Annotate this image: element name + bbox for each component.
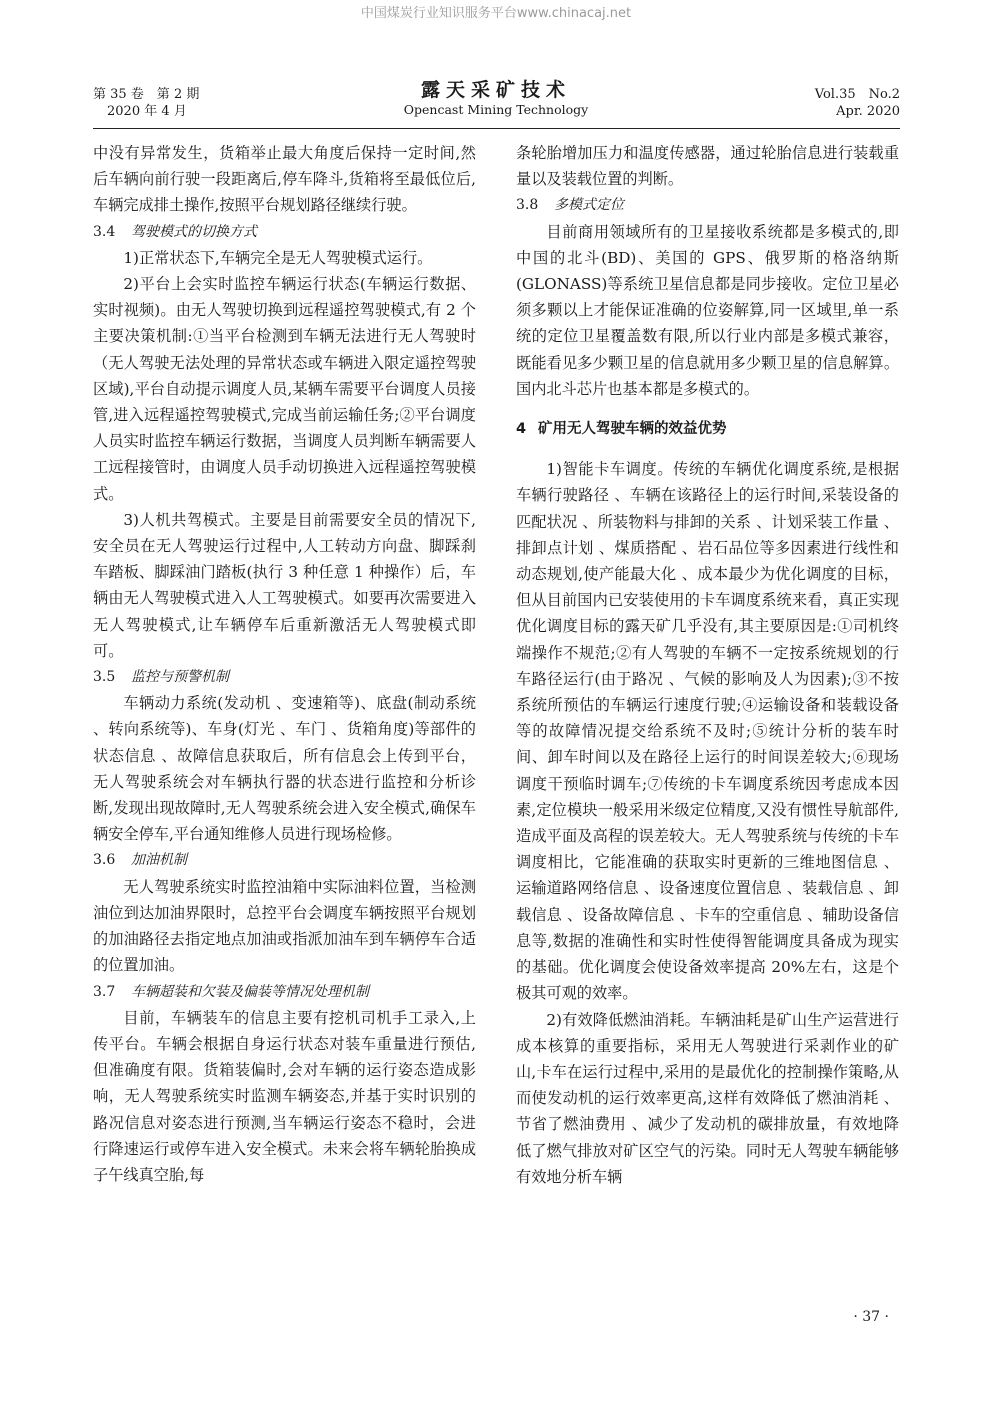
header-volume: 第 35 卷 第 2 期 [93, 87, 200, 102]
right-column [516, 140, 899, 1190]
header-date-en: Apr. 2020 [836, 104, 900, 119]
header-date: 2020 年 4 月 [107, 104, 187, 119]
section-heading-3-8 [516, 192, 899, 218]
header-vol-en-block [815, 86, 900, 120]
header-journal-block [346, 78, 646, 118]
left-column [93, 140, 476, 1188]
section-heading-4 [516, 416, 899, 442]
section-number: 4 [516, 421, 527, 438]
section-title: 驾驶模式的切换方式 [131, 223, 257, 240]
paragraph: 2)平台上会实时监控车辆运行状态(车辆运行数据、实时视频)。由无人驾驶切换到远程遥控驾驶模式,有 2 个主要决策机制:①当平台检测到车辆无法进行无人驾驶时（无人驾驶无法处理的异常状态或车辆进入限定遥控驾驶区域),平台自动提示调度人员,某辆车需要平台调度人员接管,进入远程遥控驾驶模式,完成当前运输任务;②平台调度人员实时监控车辆运行数据，当调度人员判断车辆需要人工远程接管时，由调度人员手动切换进入远程遥控驾驶模式。 [93, 275, 476, 503]
journal-title-en: Opencast Mining Technology [403, 102, 589, 117]
header-rule [93, 128, 900, 129]
section-title: 监控与预警机制 [131, 669, 229, 686]
paragraph: 目前，车辆装车的信息主要有挖机司机手工录入,上传平台。车辆会根据自身运行状态对装车重量进行预估,但准确度有限。货箱装偏时,会对车辆的运行姿态造成影响，无人驾驶系统实时监测车辆姿态,并基于实时识别的路况信息对姿态进行预测,当车辆运行姿态不稳时，会进行降速运行或停车进入安全模式。未来会将车辆轮胎换成子午线真空胎,每 [93, 1008, 476, 1184]
paragraph: 无人驾驶系统实时监控油箱中实际油料位置，当检测油位到达加油界限时，总控平台会调度车辆按照平台规划的加油路径去指定地点加油或指派加油车到车辆停车合适的位置加油。 [93, 877, 476, 975]
section-heading-3-5 [93, 664, 476, 690]
section-heading-3-7 [93, 979, 476, 1005]
section-title: 车辆超装和欠装及偏装等情况处理机制 [131, 983, 369, 1000]
paragraph: 2)有效降低燃油消耗。车辆油耗是矿山生产运营进行成本核算的重要指标，采用无人驾驶进行采剥作业的矿山,卡车在运行过程中,采用的是最优化的控制操作策略,从而使发动机的运行效率更高,这样有效降低了燃油消耗 、节省了燃油费用 、减少了发动机的碳排放量，有效地降低了燃气排放对矿区空气的污染。同时无人驾驶车辆能够有效地分析车辆 [516, 1010, 899, 1186]
section-heading-3-4 [93, 219, 476, 245]
paragraph: 1)智能卡车调度。传统的车辆优化调度系统,是根据车辆行驶路径 、车辆在该路径上的运行时间,采装设备的匹配状况 、所装物料与排卸的关系 、计划采装工作量 、排卸点计划 、煤质搭配 、岩石品位等多因素进行线性和动态规划,使产能最大化 、成本最少为优化调度的目标，但从目前国内已安装使用的卡车调度系统来看，真正实现优化调度目标的露天矿几乎没有,其主要原因是:①司机终端操作不规范;②有人驾驶的车辆不一定按系统规划的行车路径运行(由于路况 、气候的影响及人为因素);③不按系统所预估的车辆运行速度行驶;④运输设备和装载设备等的故障情况提交给系统不及时;⑤统计分析的装车时间、卸车时间以及在路径上运行的时间误差较大;⑥现场调度干预临时调车;⑦传统的卡车调度系统因考虑成本因素,定位模块一般采用米级定位精度,又没有惯性导航部件,造成平面及高程的误差较大。无人驾驶系统与传统的卡车调度相比，它能准确的获取实时更新的三维地图信息 、运输道路网络信息 、设备速度位置信息 、装载信息 、卸载信息 、设备故障信息 、卡车的空重信息 、辅助设备信息等,数据的准确性和实时性使得智能调度具备成为现实的基础。优化调度会使设备效率提高 20%左右，这是个极其可观的效率。 [516, 460, 899, 1003]
paragraph: 目前商用领域所有的卫星接收系统都是多模式的,即中国的北斗(BD)、美国的 GPS、俄罗斯的格洛纳斯(GLONASS)等系统卫星信息都是同步接收。定位卫星必须多颗以上才能保证准确的位姿解算,同一区域里,单一系统的定位卫星覆盖数有限,所以行业内部是多模式兼容，既能看见多少颗卫星的信息就用多少颗卫星的信息解算。国内北斗芯片也基本都是多模式的。 [516, 222, 899, 398]
journal-title-cn: 露天采矿技术 [420, 79, 571, 101]
paragraph: 3)人机共驾模式。主要是目前需要安全员的情况下,安全员在无人驾驶运行过程中,人工转动方向盘、脚踩刹车踏板、脚踩油门踏板(执行 3 种任意 1 种操作）后，车辆由无人驾驶模式进入人工驾驶模式。如要再次需要进入无人驾驶模式,让车辆停车后重新激活无人驾驶模式即可。 [93, 510, 476, 660]
paragraph: 车辆动力系统(发动机 、变速箱等)、底盘(制动系统 、转向系统等)、车身(灯光 、车门 、货箱角度)等部件的状态信息 、故障信息获取后，所有信息会上传到平台，无人驾驶系统会对车辆执行器的状态进行监控和分析诊断,发现出现故障时,无人驾驶系统会进入安全模式,确保车辆安全停车,平台通知维修人员进行现场检修。 [93, 694, 476, 844]
page-number: · 37 · [853, 1309, 889, 1325]
paragraph: 条轮胎增加压力和温度传感器，通过轮胎信息进行装载重量以及装载位置的判断。 [516, 144, 899, 189]
section-number: 3.4 [93, 223, 116, 240]
section-title: 多模式定位 [554, 197, 624, 214]
section-number: 3.8 [516, 197, 539, 214]
watermark: 中国煤炭行业知识服务平台www.chinacaj.net [360, 6, 632, 21]
section-title: 加油机制 [131, 852, 187, 869]
section-number: 3.5 [93, 669, 116, 686]
section-title: 矿用无人驾驶车辆的效益优势 [538, 421, 727, 438]
section-heading-3-6 [93, 847, 476, 873]
header-volume-block [93, 86, 199, 120]
section-number: 3.7 [93, 983, 116, 1000]
section-number: 3.6 [93, 852, 116, 869]
paragraph: 1)正常状态下,车辆完全是无人驾驶模式运行。 [123, 248, 433, 267]
paragraph: 中没有异常发生，货箱举止最大角度后保持一定时间,然后车辆向前行驶一段距离后,停车降斗,货箱将至最低位后,车辆完成排土操作,按照平台规划路径继续行驶。 [93, 144, 476, 215]
header-vol-en: Vol.35 No.2 [814, 87, 900, 102]
